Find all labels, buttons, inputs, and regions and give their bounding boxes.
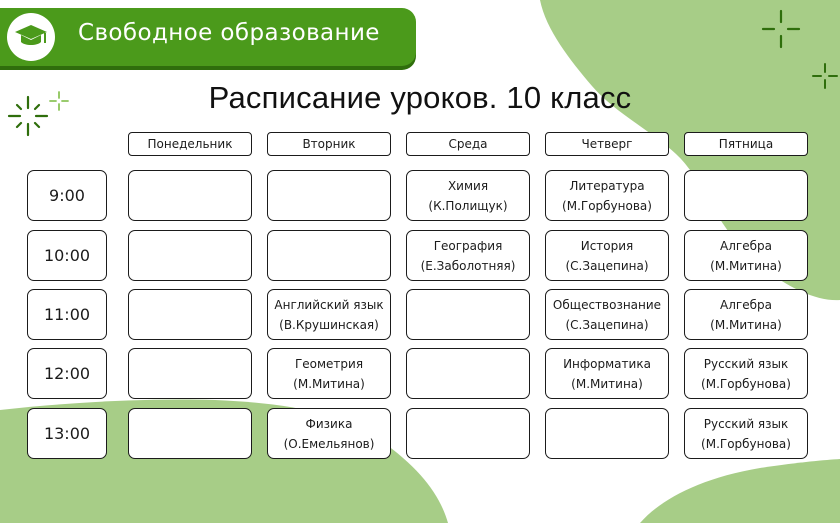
schedule-cell [128,408,252,459]
teacher-name: (Е.Заболотняя) [420,258,516,273]
teacher-name: (В.Крушинская) [279,317,379,332]
schedule-cell [128,348,252,399]
day-header: Понедельник [128,132,252,156]
schedule-cell [684,408,808,459]
schedule-cell [684,289,808,340]
subject-name: Химия [447,178,489,193]
schedule-cell [128,170,252,221]
schedule-cell [545,230,669,281]
page-title: Расписание уроков. 10 класс [208,80,632,115]
subject-name: Русский язык [703,356,789,371]
schedule-cell [406,170,530,221]
day-header: Среда [406,132,530,156]
teacher-name: (М.Митина) [571,376,643,391]
schedule-cell [267,289,391,340]
time-slot: 10:00 [27,230,107,281]
schedule-cell [684,170,808,221]
schedule-cell [406,408,530,459]
subject-name: Физика [305,416,353,431]
subject-name: Информатика [563,356,651,371]
teacher-name: (С.Зацепина) [565,317,649,332]
graduation-cap-icon [7,13,55,61]
day-header: Четверг [545,132,669,156]
teacher-name: (М.Митина) [710,258,782,273]
subject-name: Алгебра [720,238,772,253]
subject-name: Английский язык [274,297,384,312]
day-header: Пятница [684,132,808,156]
subject-name: Русский язык [703,416,789,431]
schedule-cell [545,289,669,340]
schedule-cell [267,408,391,459]
subject-name: География [433,238,503,253]
day-header: Вторник [267,132,391,156]
time-slot: 13:00 [27,408,107,459]
teacher-name: (М.Горбунова) [701,376,791,391]
schedule-cell [545,170,669,221]
teacher-name: (К.Полищук) [428,198,508,213]
time-slot: 9:00 [27,170,107,221]
subject-name: Алгебра [720,297,772,312]
schedule-cell [406,289,530,340]
schedule-cell [267,230,391,281]
schedule-cell [684,230,808,281]
schedule-cell [267,170,391,221]
teacher-name: (М.Митина) [710,317,782,332]
schedule-cell [406,348,530,399]
teacher-name: (М.Горбунова) [562,198,652,213]
subject-name: Геометрия [294,356,364,371]
subject-name: Литература [569,178,645,193]
teacher-name: (О.Емельянов) [283,436,375,451]
schedule-cell [684,348,808,399]
schedule-cell [128,289,252,340]
subject-name: Обществознание [552,297,662,312]
schedule-cell [545,348,669,399]
teacher-name: (М.Митина) [293,376,365,391]
teacher-name: (С.Зацепина) [565,258,649,273]
brand-name: Свободное образование [78,20,380,46]
schedule-cell [545,408,669,459]
schedule-cell [406,230,530,281]
subject-name: История [580,238,634,253]
time-slot: 12:00 [27,348,107,399]
brand-header [0,8,416,66]
time-slot: 11:00 [27,289,107,340]
schedule-cell [267,348,391,399]
teacher-name: (М.Горбунова) [701,436,791,451]
sparkle-icon [760,8,802,50]
schedule-cell [128,230,252,281]
